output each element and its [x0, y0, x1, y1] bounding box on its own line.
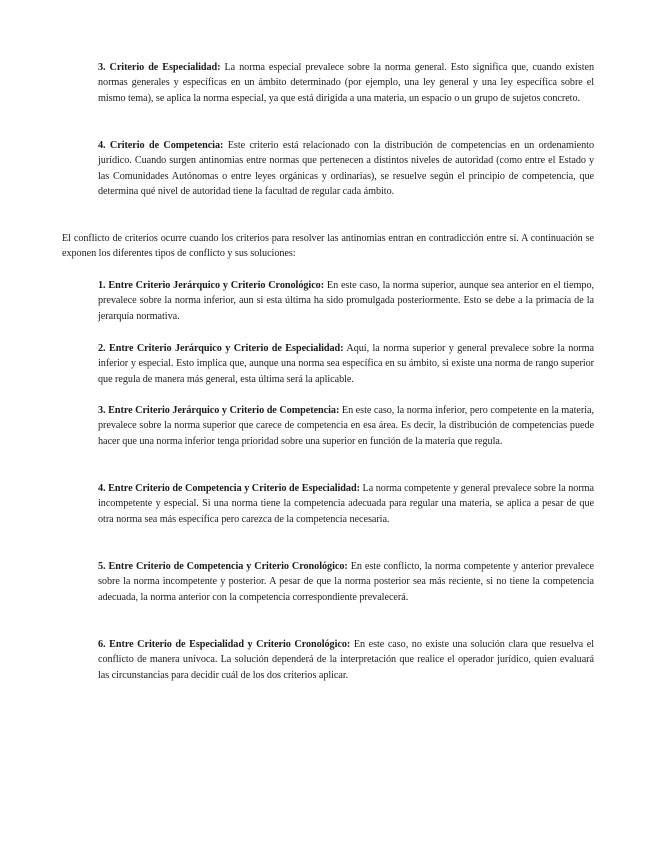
conflict-item	[98, 278, 594, 324]
criterion-especialidad	[98, 60, 594, 106]
conflict-body: En este caso, la norma superior, aunque sea anterior en el tiempo, prevalece sobre la norma inferior, aun si esta última ha sido promulgada posteriormente. Esto se debe a la primacía de la jerarquía normativa.	[98, 280, 594, 322]
conflict-body: La norma competente y general prevalece sobre la norma incompetente y especial. Si una norma tiene la competencia adecuada para regular una materia, se aplica a pesar de que otra norma sea más específica pero carezca de la competencia necesaria.	[98, 483, 595, 525]
conflict-heading: 1. Entre Criterio Jerárquico y Criterio Cronológico:	[98, 280, 325, 291]
conflict-body: Aquí, la norma superior y general prevalece sobre la norma inferior y especial. Esto implica que, aunque una norma sea específica en su ámbito, si existe una norma de rango superior que regula de manera más general, esta última será la aplicable.	[98, 343, 594, 385]
conflict-heading: 6. Entre Criterio de Especialidad y Criterio Cronológico:	[98, 639, 351, 650]
conflict-heading: 5. Entre Criterio de Competencia y Criterio Cronológico:	[98, 561, 348, 572]
intro-paragraph: El conflicto de criterios ocurre cuando los criterios para resolver las antinomias entran en contradicción entre sí. A continuación se exponen los diferentes tipos de conflicto y sus soluciones:	[62, 233, 594, 260]
criterion-competencia	[98, 138, 594, 200]
conflict-body: En este conflicto, la norma competente y anterior prevalece sobre la norma incompetente y posterior. A pesar de que la norma posterior sea más reciente, si no tiene la competencia adecuada, la norma anterior con la competencia correspondiente prevalecerá.	[98, 561, 594, 603]
conflict-body: En este caso, no existe una solución clara que resuelva el conflicto de manera unívoca. La solución dependerá de la interpretación que realice el operador jurídico, quien evaluará las circunstancias para decidir cuál de los dos criterios aplicar.	[98, 639, 594, 681]
criterion-body: Este criterio está relacionado con la distribución de competencias en un ordenamiento jurídico. Cuando surgen antinomias entre normas que pertenecen a distintos niveles de autoridad (como entre el Estado y las Comunidades Autónomas o entre leyes orgánicas y ordinarias), se resuelve según el principio de competencia, que determina qué nivel de autoridad tiene la facultad de regular cada ámbito.	[98, 140, 594, 198]
criterion-heading: 3. Criterio de Especialidad:	[98, 62, 221, 73]
conflict-item	[98, 403, 594, 449]
conflict-item	[98, 341, 594, 387]
criterion-body: La norma especial prevalece sobre la norma general. Esto significa que, cuando existen normas generales y específicas en un ámbito determinado (por ejemplo, una ley general y una ley específica sobre el mismo tema), se aplica la norma especial, ya que está dirigida a una materia, un espacio o un grupo de sujetos concreto.	[98, 62, 594, 104]
conflict-item	[98, 481, 594, 527]
conflict-item	[98, 637, 594, 683]
conflict-heading: 4. Entre Criterio de Competencia y Criterio de Especialidad:	[98, 483, 360, 494]
conflict-heading: 3. Entre Criterio Jerárquico y Criterio de Competencia:	[98, 405, 340, 416]
conflict-body: En este caso, la norma inferior, pero competente en la materia, prevalece sobre la norma superior que carece de competencia en esa área. Es decir, la distribución de competencias puede hacer que una norma inferior tenga prioridad sobre una superior en función de la materia que regula.	[98, 405, 594, 447]
conflict-heading: 2. Entre Criterio Jerárquico y Criterio de Especialidad:	[98, 343, 344, 354]
criterion-heading: 4. Criterio de Competencia:	[98, 140, 224, 151]
conflict-item	[98, 559, 594, 605]
